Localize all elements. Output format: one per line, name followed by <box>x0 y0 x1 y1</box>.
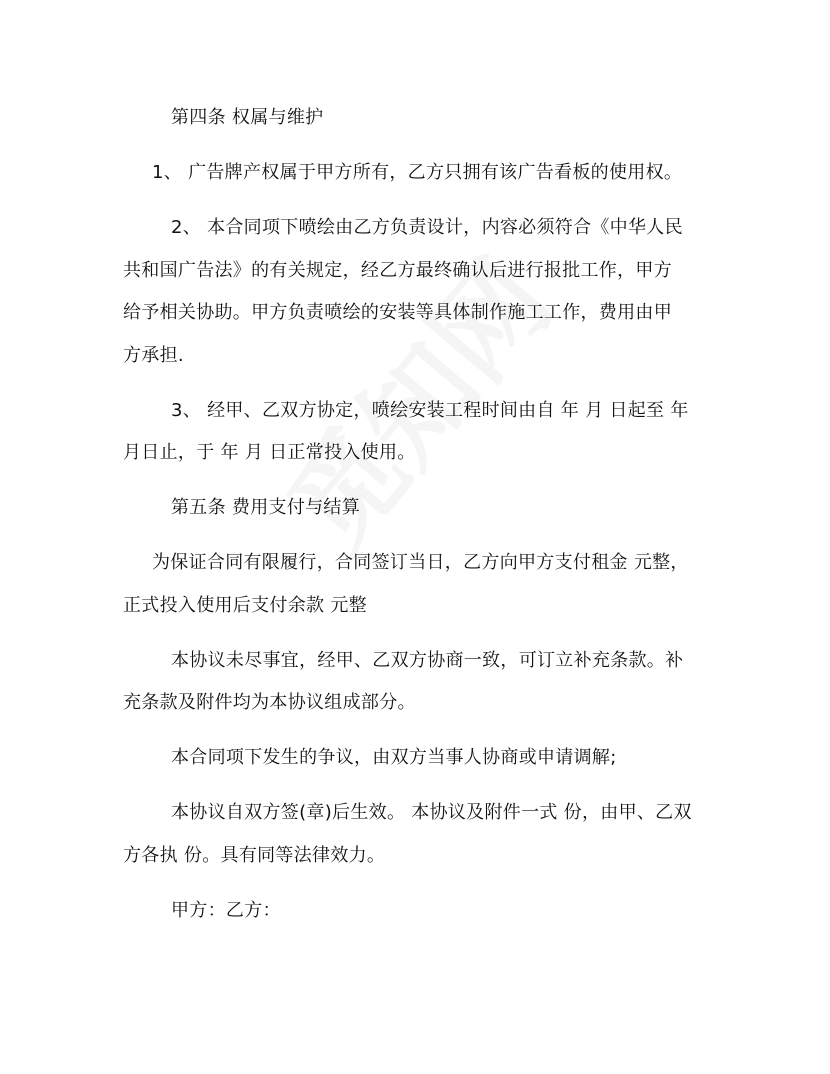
article5-payment-line1: 为保证合同有限履行，合同签订当日，乙方向甲方支付租金 元整， <box>152 552 689 573</box>
article4-clause2-line1: 2、 本合同项下喷绘由乙方负责设计，内容必须符合《中华人民 <box>171 217 683 238</box>
article4-clause2-line3: 给予相关协助。甲方负责喷绘的安装等具体制作施工工作，费用由甲 <box>123 302 672 323</box>
effect-line1: 本协议自双方签(章)后生效。 本协议及附件一式 份，由甲、乙双 <box>171 802 692 823</box>
article4-clause2-line2: 共和国广告法》的有关规定，经乙方最终确认后进行报批工作，甲方 <box>123 260 672 281</box>
article4-clause2-line4: 方承担. <box>123 345 184 366</box>
article4-heading: 第四条 权属与维护 <box>171 107 324 128</box>
article4-clause1: 1、 广告牌产权属于甲方所有，乙方只拥有该广告看板的使用权。 <box>152 162 683 183</box>
article5-heading: 第五条 费用支付与结算 <box>171 497 361 518</box>
supplement-line2: 充条款及附件均为本协议组成部分。 <box>123 692 416 713</box>
dispute-clause: 本合同项下发生的争议，由双方当事人协商或申请调解; <box>171 747 617 768</box>
article4-clause3-line1: 3、 经甲、乙双方协定，喷绘安装工程时间由自 年 月 日起至 年 <box>171 400 689 421</box>
article4-clause3-line2: 月日止，于 年 月 日正常投入使用。 <box>123 442 416 463</box>
signature-line: 甲方：乙方： <box>171 900 281 921</box>
article5-payment-line2: 正式投入使用后支付余款 元整 <box>123 595 367 616</box>
supplement-line1: 本协议未尽事宜，经甲、乙双方协商一致，可订立补充条款。补 <box>171 650 684 671</box>
effect-line2: 方各执 份。具有同等法律效力。 <box>123 845 386 866</box>
